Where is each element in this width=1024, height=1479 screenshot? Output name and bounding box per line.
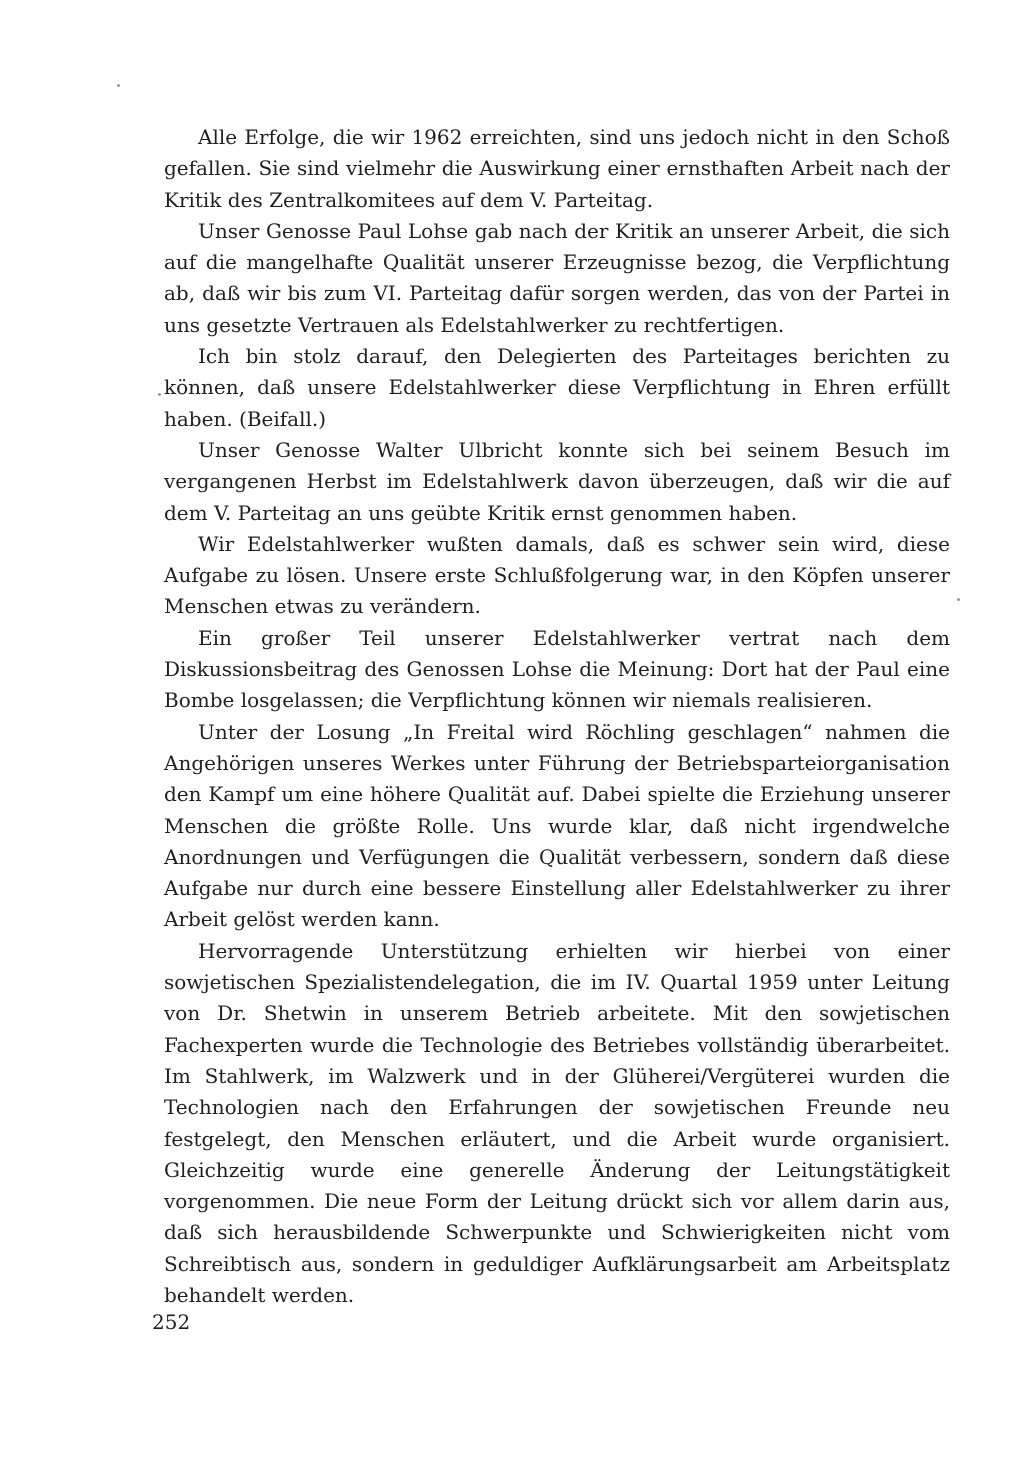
paragraph-1: Alle Erfolge, die wir 1962 erreichten, sind uns jedoch nicht in den Schoß gefallen. Sie sind vielmehr die Auswirkung einer ernsthaften Arbeit nach der Kritik des Zentralkomitees auf dem V. Parteitag. xyxy=(164,125,950,212)
scan-speck xyxy=(117,84,120,87)
body-text xyxy=(164,122,950,1311)
paragraph-2: Unser Genosse Paul Lohse gab nach der Kritik an unserer Arbeit, die sich auf die mangelhafte Qualität unserer Erzeugnisse bezog, die Verpflichtung ab, daß wir bis zum VI. Parteitag dafür sorgen werden, das von der Partei in uns gesetzte Vertrauen als Edelstahlwerker zu rechtfertigen. xyxy=(164,218,950,337)
paragraph-5: Wir Edelstahlwerker wußten damals, daß es schwer sein wird, diese Aufgabe zu lösen. Unsere erste Schlußfolgerung war, in den Köpfen unserer Menschen etwas zu verändern. xyxy=(164,531,950,619)
scan-speck xyxy=(957,598,960,601)
page-number: 252 xyxy=(152,1310,191,1334)
paragraph-4: Unser Genosse Walter Ulbricht konnte sich bei seinem Besuch im vergangenen Herbst im Edelstahlwerk davon überzeugen, daß wir die auf dem V. Parteitag an uns geübte Kritik ernst genommen haben. xyxy=(164,437,950,525)
paragraph-7: Unter der Losung „In Freital wird Röchling geschlagen“ nahmen die Angehörigen unseres Werkes unter Führung der Betriebsparteiorganisation den Kampf um eine höhere Qualität auf. Dabei spielte die Erziehung unserer Menschen die größte Rolle. Uns wurde klar, daß nicht irgendwelche Anordnungen und Verfügungen die Qualität verbessern, sondern daß diese Aufgabe nur durch eine bessere Einstellung aller Edelstahlwerker zu ihrer Arbeit gelöst werden kann. xyxy=(164,719,950,932)
paragraph-3: Ich bin stolz darauf, den Delegierten des Parteitages berichten zu können, daß unsere Edelstahlwerker diese Verpflichtung in Ehren erfüllt haben. (Beifall.) xyxy=(164,344,950,431)
scan-speck xyxy=(158,393,161,396)
paragraph-6: Ein großer Teil unserer Edelstahlwerker vertrat nach dem Diskussionsbeitrag des Genossen Lohse die Meinung: Dort hat der Paul eine Bombe losgelassen; die Verpflichtung können wir niemals realisieren. xyxy=(164,625,950,713)
paragraph-8: Hervorragende Unterstützung erhielten wir hierbei von einer sowjetischen Spezialistendelegation, die im IV. Quartal 1959 unter Leitung von Dr. Shetwin in unserem Betrieb arbeitete. Mit den sowjetischen Fachexperten wurde die Technologie des Betriebes vollständig überarbeitet. Im Stahlwerk, im Walzwerk und in der Glüherei/Vergüterei wurden die Technologien nach den Erfahrungen der sowjetischen Freunde neu festgelegt, den Menschen erläutert, und die Arbeit wurde organisiert. Gleichzeitig wurde eine generelle Änderung der Leitungstätigkeit vorgenommen. Die neue Form der Leitung drückt sich vor allem darin aus, daß sich herausbildende Schwerpunkte und Schwierigkeiten nicht vom Schreibtisch aus, sondern in geduldiger Aufklärungsarbeit am Arbeitsplatz behandelt werden. xyxy=(164,938,950,1307)
